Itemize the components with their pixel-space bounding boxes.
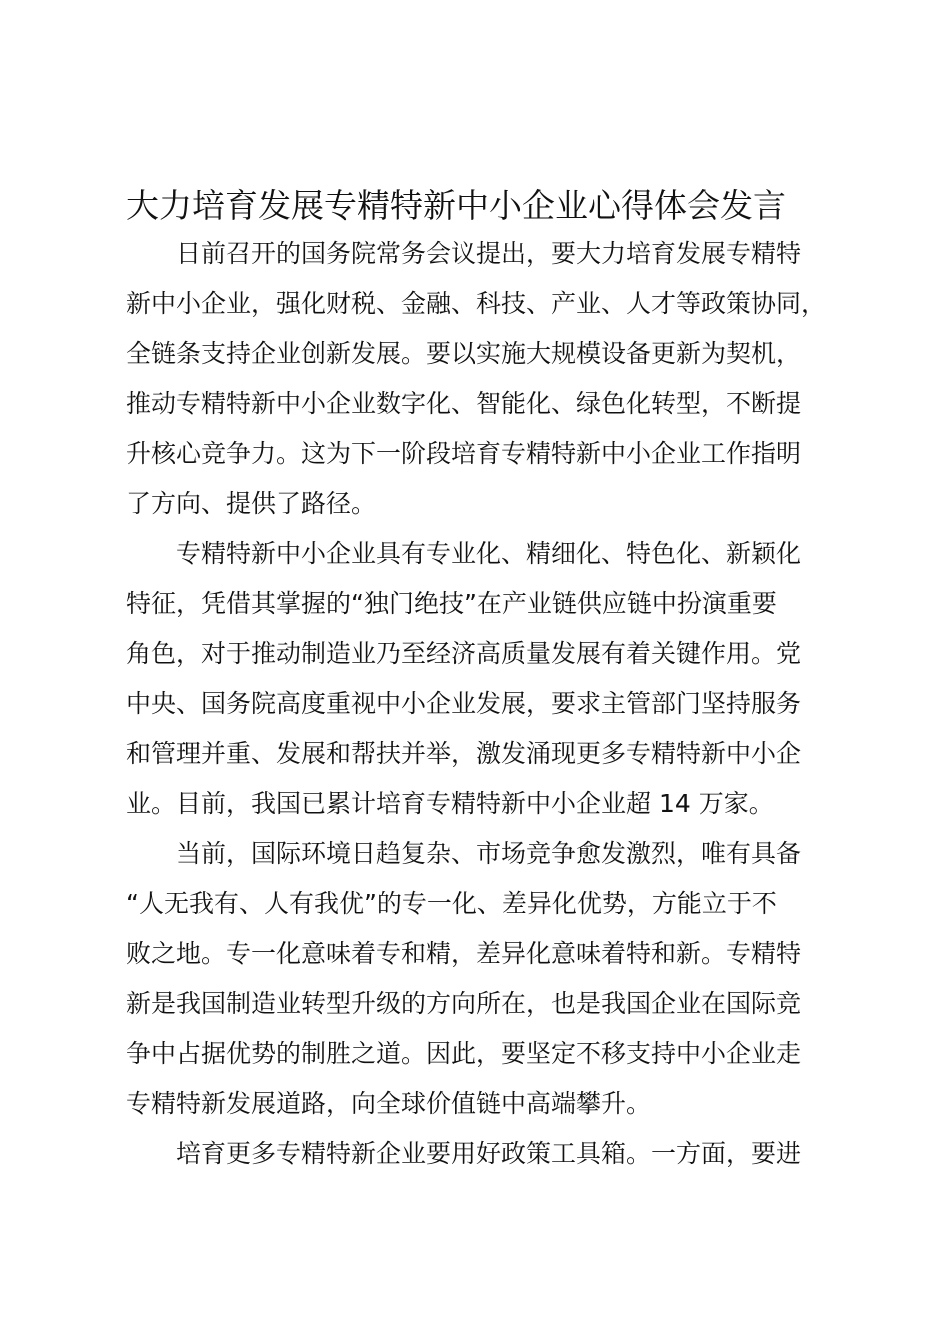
- paragraph-1-line-5: 升核心竞争力。这为下一阶段培育专精特新中小企业工作指明: [126, 439, 802, 468]
- paragraph-1-line-4: 推动专精特新中小企业数字化、智能化、绿色化转型，不断提: [126, 389, 802, 418]
- paragraph-2-line-5: 和管理并重、发展和帮扶并举，激发涌现更多专精特新中小企: [126, 739, 802, 768]
- paragraph-3-line-2: “人无我有、人有我优”的专一化、差异化优势，方能立于不: [126, 889, 777, 918]
- paragraph-1-line-1: 日前召开的国务院常务会议提出，要大力培育发展专精特: [176, 239, 802, 268]
- paragraph-3-line-5: 争中占据优势的制胜之道。因此，要坚定不移支持中小企业走: [126, 1039, 802, 1068]
- paragraph-3-line-4: 新是我国制造业转型升级的方向所在，也是我国企业在国际竞: [126, 989, 802, 1018]
- paragraph-4-line-1: 培育更多专精特新企业要用好政策工具箱。一方面，要进: [176, 1139, 802, 1168]
- paragraph-2-line-4: 中央、国务院高度重视中小企业发展，要求主管部门坚持服务: [126, 689, 802, 718]
- document-title: 大力培育发展专精特新中小企业心得体会发言: [126, 186, 786, 225]
- paragraph-3-line-3: 败之地。专一化意味着专和精，差异化意味着特和新。专精特: [126, 939, 802, 968]
- paragraph-1-line-6: 了方向、提供了路径。: [126, 489, 377, 518]
- paragraph-3-line-1: 当前，国际环境日趋复杂、市场竞争愈发激烈，唯有具备: [176, 839, 802, 868]
- paragraph-1-line-3: 全链条支持企业创新发展。要以实施大规模设备更新为契机，: [126, 339, 802, 368]
- paragraph-2-line-3: 角色，对于推动制造业乃至经济高质量发展有着关键作用。党: [126, 639, 802, 668]
- paragraph-2-line-2: 特征，凭借其掌握的“独门绝技”在产业链供应链中扮演重要: [126, 589, 777, 618]
- paragraph-3-line-6: 专精特新发展道路，向全球价值链中高端攀升。: [126, 1089, 652, 1118]
- paragraph-1-line-2: 新中小企业，强化财税、金融、科技、产业、人才等政策协同，: [126, 289, 827, 318]
- paragraph-2-line-6: 业。目前，我国已累计培育专精特新中小企业超 14 万家。: [126, 789, 774, 818]
- paragraph-2-line-1: 专精特新中小企业具有专业化、精细化、特色化、新颖化: [176, 539, 802, 568]
